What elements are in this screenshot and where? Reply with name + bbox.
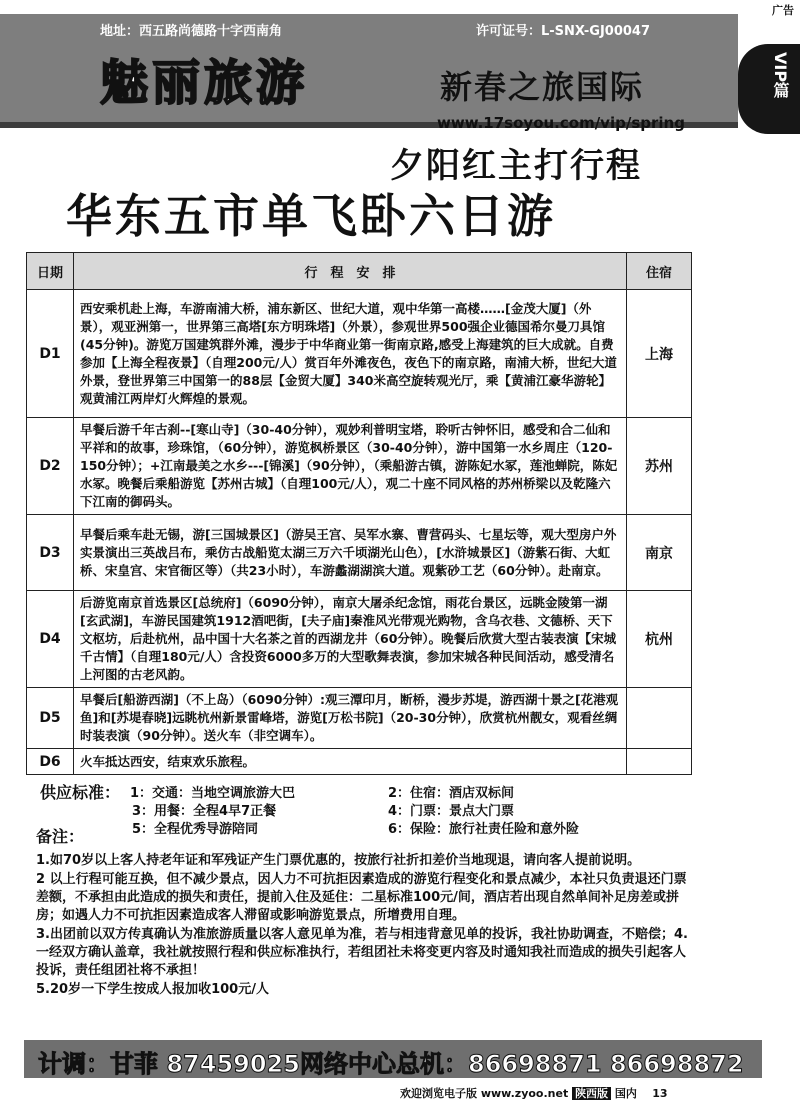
supply-item: 5：全程优秀导游陪同 xyxy=(132,822,259,837)
table-row xyxy=(27,749,692,775)
footer-contact-bar xyxy=(24,1040,762,1078)
schedule-cell: 早餐后[船游西湖]（不上岛）（6090分钟）:观三潭印月，断桥，漫步苏堤，游西湖十景之[花港观鱼]和[苏堤春晓]远眺杭州新景雷峰塔，游览[万松书院]（20-30分钟），欣赏杭州靓女，观看丝绸时装表演（90分钟）。送火车（非空调车）。 xyxy=(74,688,627,749)
website-link[interactable]: www.17soyou.com/vip/spring xyxy=(437,114,685,132)
lodging-cell xyxy=(627,749,692,775)
header-schedule: 行 程 安 排 xyxy=(74,253,627,290)
day-cell: D2 xyxy=(27,418,74,515)
slogan: 新春之旅国际 xyxy=(440,68,645,106)
supply-item: 4：门票：景点大门票 xyxy=(388,804,515,819)
supply-heading: 供应标准： xyxy=(40,783,121,802)
table-header-row xyxy=(27,253,692,290)
schedule-cell: 后游览南京首选景区[总统府]（6090分钟），南京大屠杀纪念馆，雨花台景区，远眺金陵第一湖[玄武湖]，车游民国建筑1912酒吧街，[夫子庙]秦淮风光带观光购物，含乌衣巷、文德桥、天下文枢坊，后赴杭州，品中国十大名茶之首的西湖龙井（60分钟）。晚餐后欣赏大型古装表演【宋城千古情】（自理180元/人）含投资6000多万的大型歌舞表演，参加宋城各种民间活动，感受清名上河图的古老风韵。 xyxy=(74,591,627,688)
section-label: 国内 xyxy=(614,1087,637,1100)
supply-item: 3：用餐：全程4早7正餐 xyxy=(132,804,277,819)
vip-label: VIP篇 xyxy=(771,52,790,99)
bottom-bar xyxy=(400,1085,668,1101)
ad-tag: 广告 xyxy=(772,4,794,17)
brand-logo-text: 魅丽旅游 xyxy=(100,55,309,111)
page-title: 华东五市单飞卧六日游 xyxy=(66,189,556,243)
day-cell: D5 xyxy=(27,688,74,749)
table-row xyxy=(27,688,692,749)
page-number: 13 xyxy=(652,1087,668,1100)
table-row xyxy=(27,515,692,591)
itinerary-table xyxy=(26,252,692,775)
lodging-cell xyxy=(627,688,692,749)
supply-item: 2：住宿：酒店双标间 xyxy=(388,786,515,801)
notes-heading: 备注： xyxy=(36,827,85,846)
contact-hotline: 网络中心总机：86698871 86698872 xyxy=(300,1050,744,1078)
schedule-cell: 火车抵达西安，结束欢乐旅程。 xyxy=(74,749,627,775)
day-cell: D1 xyxy=(27,290,74,418)
note-item: 5.20岁一下学生按成人报加收100元/人 xyxy=(36,982,269,997)
note-item: 1.如70岁以上客人持老年证和军残证产生门票优惠的，按旅行社折扣差价当地现退，请向客人提前说明。 xyxy=(36,853,641,868)
address: 地址：西五路尚德路十字西南角 xyxy=(100,24,283,39)
browse-text[interactable]: 欢迎浏览电子版 www.zyoo.net xyxy=(400,1087,569,1100)
table-row xyxy=(27,418,692,515)
contact-planner: 计调：甘菲 87459025 xyxy=(38,1050,300,1078)
supply-item: 6：保险：旅行社责任险和意外险 xyxy=(388,822,580,837)
schedule-cell: 早餐后游千年古刹--[寒山寺]（30-40分钟），观妙利普明宝塔，聆听古钟怀旧，感受和合二仙和平祥和的故事，珍珠馆，（60分钟），游览枫桥景区（30-40分钟），游中国第一水乡周庄（120-150分钟）；+江南最美之水乡---[锦溪]（90分钟），（乘船游古镇，游陈妃水冢，莲池蝉院，陈妃水冢。晚餐后乘船游览【苏州古城】（自理100元/人），观二十座不同风格的苏州桥梁以及乾隆六下江南的御码头。 xyxy=(74,418,627,515)
day-cell: D6 xyxy=(27,749,74,775)
subtitle: 夕阳红主打行程 xyxy=(390,146,642,186)
schedule-cell: 早餐后乘车赴无锡，游[三国城景区]（游吴王宫、吴军水寨、曹营码头、七星坛等，观大型房户外实景演出三英战吕布，乘仿古战船览太湖三万六千顷湖光山色），[水浒城景区]（游紫石街、大虹桥、宋皇宫、宋官衙区等）（共23小时），车游蠡湖湖滨大道。观紫砂工艺（60分钟）。赴南京。 xyxy=(74,515,627,591)
edition-badge: 陕西版 xyxy=(572,1087,611,1100)
notes-section xyxy=(36,828,696,1000)
license-number: 许可证号：L-SNX-GJ00047 xyxy=(476,24,651,39)
note-item: 2 以上行程可能互换，但不减少景点，因人力不可抗拒因素造成的游览行程变化和景点减少，本社只负责退还门票差额，不承担由此造成的损失和责任，提前入住及延住：二星标准100元/间，酒店若出现自然单间补足房差或拼房；如遇人力不可抗拒因素造成客人滞留或影响游览景点，所增费用自理。 xyxy=(36,872,687,923)
lodging-cell: 杭州 xyxy=(627,591,692,688)
lodging-cell: 南京 xyxy=(627,515,692,591)
table-row xyxy=(27,290,692,418)
header-lodging: 住宿 xyxy=(627,253,692,290)
day-cell: D4 xyxy=(27,591,74,688)
note-item: 3.出团前以双方传真确认为准旅游质量以客人意见单为准，若与相违背意见单的投诉，我社协助调查，不赔偿；4. 一经双方确认盖章，我社就按照行程和供应标准执行，若组团社未将变更内容及时通知我社而造成的损失引起客人投诉，责任组团社将不承担！ xyxy=(36,927,688,978)
lodging-cell: 苏州 xyxy=(627,418,692,515)
schedule-cell: 西安乘机赴上海，车游南浦大桥，浦东新区、世纪大道，观中华第一高楼……[金茂大厦]（外景），观亚洲第一，世界第三高塔[东方明珠塔]（外景），参观世界500强企业德国希尔曼刀具馆(45分钟)。游览万国建筑群外滩，漫步于中华商业第一街南京路,感受上海建筑的巨大成就。自费参加【上海全程夜景】（自理200元/人）赏百年外滩夜色，夜色下的南京路，南浦大桥，世纪大道外景，登世界第三中国第一的88层【金贸大厦】340米高空旋转观光厅，乘【黄浦江豪华游轮】观黄浦江两岸灯火辉煌的景观。 xyxy=(74,290,627,418)
day-cell: D3 xyxy=(27,515,74,591)
header-date: 日期 xyxy=(27,253,74,290)
header-banner xyxy=(0,14,738,132)
table-row xyxy=(27,591,692,688)
supply-item: 1：交通：当地空调旅游大巴 xyxy=(130,786,296,801)
lodging-cell: 上海 xyxy=(627,290,692,418)
